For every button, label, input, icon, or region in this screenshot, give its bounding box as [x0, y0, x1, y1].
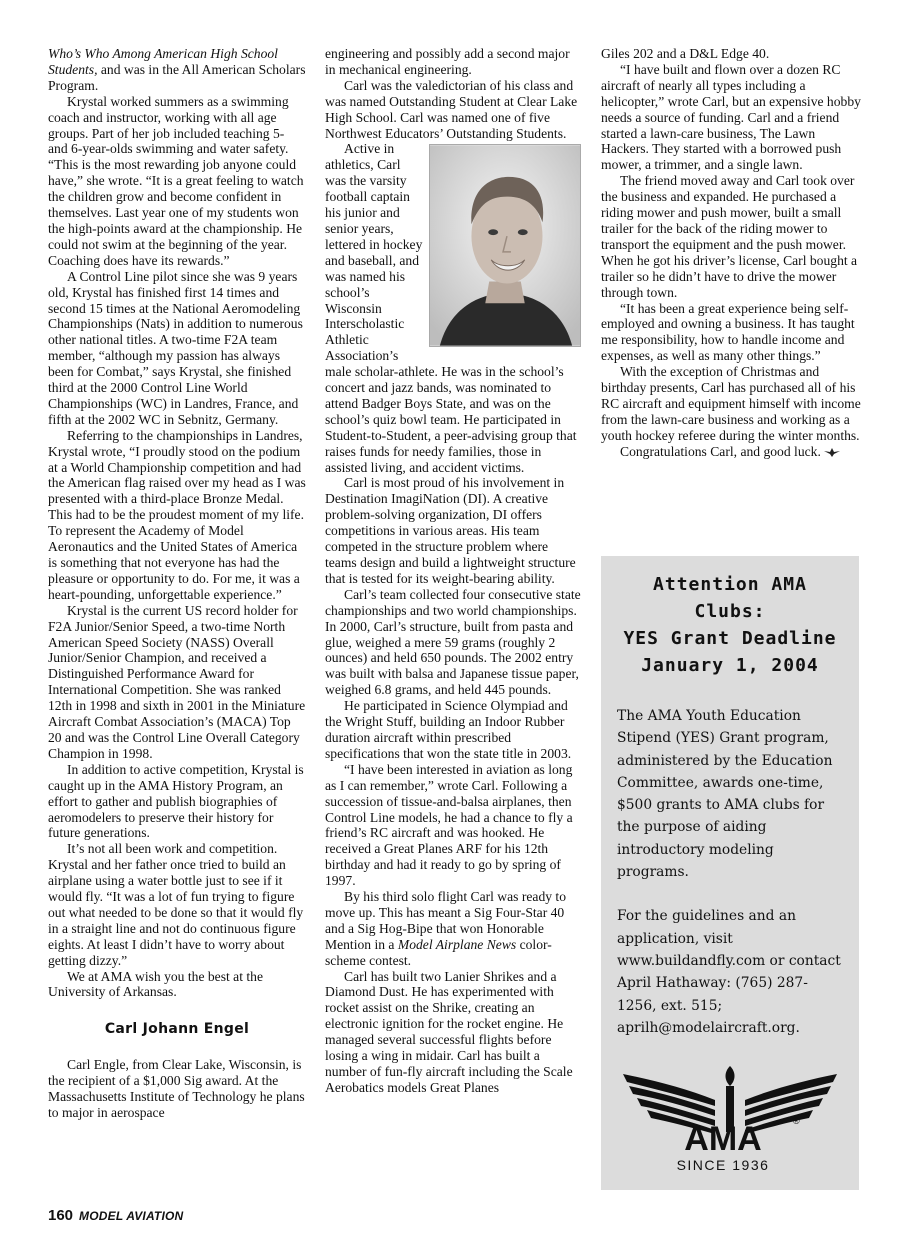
paragraph: The friend moved away and Carl took over the business and expanded. He purchased a riding mower and push mower, built a small trailer for the back of the riding mower to transport the equipment and the push mower. When he got his driver’s license, Carl bought a trailer so he didn’t have to drive the mower through town.: [601, 173, 858, 300]
student-portrait-photo: [429, 144, 581, 347]
sidebar-title: Attention AMA Clubs: YES Grant Deadline January 1, 2004: [623, 574, 837, 676]
ama-end-mark-icon: [824, 448, 840, 457]
paragraph: It’s not all been work and competition. Krystal and her father once tried to build an airplane using a water bottle just to see if it would fly. “It was a lot of fun trying to figure out what needed to be done so that it would fly in a straight line and not do continuous figure eights. At least I didn’t have to worry about getting dizzy.”: [48, 841, 304, 968]
paragraph: A Control Line pilot since she was 9 years old, Krystal has finished first 14 times and second 15 times at the National Aeromodeling Championships (Nats) in addition to numerous other national titles. A two-time F2A team member, “although my passion has always been for Combat,” says Krystal, she finished third at the 2000 Control Line World Championships (WC) in Landres, France, and fifth at the 2002 WC in Sebnitz, Germany.: [48, 268, 303, 427]
paragraph: Carl Engle, from Clear Lake, Wisconsin, is the recipient of a $1,000 Sig award. At the Massachusetts Institute of Technology he plans to major in aerospace: [48, 1057, 305, 1120]
paragraph: engineering and possibly add a second major in mechanical engineering.: [325, 46, 570, 77]
page-footer: [48, 1207, 183, 1225]
paragraph: “I have built and flown over a dozen RC aircraft of nearly all types including a helicopter,” wrote Carl, but an expensive hobby needs a source of funding. Carl and a friend started a lawn-care business, The Lawn Hackers. They started with a borrowed push mower, a trimmer, and a single lawn.: [601, 61, 861, 173]
paragraph: We at AMA wish you the best at the University of Arkansas.: [48, 968, 263, 1000]
portrait-illustration: [430, 145, 580, 346]
paragraph: He participated in Science Olympiad and the Wright Stuff, building an Indoor Rubber duration aircraft within prescribed specifications that won the state title in 2003.: [325, 698, 572, 761]
paragraph: Giles 202 and a D&L Edge 40.: [601, 46, 770, 61]
paragraph: “I have been interested in aviation as long as I can remember,” wrote Carl. Following a succession of tissue-and-balsa airplanes, then Control Line models, he had a chance to fly a friend’s RC aircraft and was hooked. He received a Great Planes ARF for his 12th birthday and had it ready to go by spring of 1997.: [325, 761, 573, 889]
paragraph: Who’s Who Among American High School Students, and was in the All American Scholars Program.: [48, 46, 306, 93]
paragraph: Congratulations Carl, and good luck.: [601, 444, 861, 460]
paragraph: Carl’s team collected four consecutive state championships and two world championships. In 2000, Carl’s structure, built from pasta and glue, weighed a mere 59 grams (roughly 2 ounces) and held 650 pounds. The 2002 entry was built with balsa and Japanese tissue paper, weighed 6.8 grams, and held 445 pounds.: [325, 586, 581, 698]
paragraph: Referring to the championships in Landres, Krystal wrote, “I proudly stood on the podium at a World Championship competition and had the American flag raised over my head as I was presented with a third-place Bronze Medal. This had to be the proudest moment of my life. To represent the Academy of Model Aeronautics and the United States of America is something that not everyone has had the pleasure or opportunity to do. For me, it was a heart-pounding, unforgettable experience.”: [48, 427, 306, 602]
paragraph: In addition to active competition, Krystal is caught up in the AMA History Program, an effort to gather and publish biographies of aeromodelers to preserve their history for future generations.: [48, 761, 304, 841]
paragraph: Krystal worked summers as a swimming coach and instructor, working with all age groups. Part of her job included teaching 5- and 6-year-olds swimming and water safety. “This is the most rewarding job anyone could have,” she wrote. “It is a great feeling to watch the children grow and become confident in themselves. Last year one of my students won the high-points award at the championship. He could not swim at the beginning of the year. Coaching does have its rewards.”: [48, 93, 304, 268]
magazine-name: MODEL AVIATION: [79, 1209, 184, 1223]
paragraph: Carl has built two Lanier Shrikes and a Diamond Dust. He has experimented with rocket assist on the Shrike, creating an electronic ignition for the rocket engine. He managed several successful flights before losing a wing in midair. Carl has built a number of fun-fly aircraft including the Scale Aerobatics models Great Planes: [325, 968, 573, 1095]
yes-grant-sidebar: [601, 556, 859, 1190]
article-column-2: [325, 46, 581, 1096]
sidebar-paragraph: The AMA Youth Education Stipend (YES) Grant program, administered by the Education Committee, awards one-time, $500 grants to AMA clubs for the purpose of aiding introductory modeling programs.: [617, 708, 833, 881]
paragraph: “It has been a great experience being self-employed and owning a business. It has taught me responsibility, how to handle income and expenses, as well as many other things.”: [601, 300, 855, 364]
logo-tagline: SINCE 1936: [676, 1157, 770, 1173]
logo-wordmark: AMA: [684, 1120, 762, 1158]
article-column-3: [601, 46, 861, 460]
article-column-1: [48, 46, 306, 1121]
paragraph: Carl is most proud of his involvement in Destination ImagiNation (DI). A creative problem-solving organization, DI offers competitions in various areas. His team competed in the structure problem where teams design and build a lightweight structure that is tested for its weight-bearing ability.: [325, 475, 576, 586]
sidebar-body: [617, 705, 843, 1039]
registered-mark: ®: [793, 1116, 800, 1126]
paragraph: Krystal is the current US record holder for F2A Junior/Senior Speed, a two-time North American Speed Society (NASS) Overall Junior/Senior Champion, and received a Distinguished Performance Award for International Competition. She was ranked 12th in 1998 and sixth in 2001 in the Miniature Aircraft Combat Association’s (MACA) Top 20 and was the Control Line Overall Category Champion in 1998.: [48, 602, 306, 761]
paragraph: By his third solo flight Carl was ready to move up. This has meant a Sig Four-Star 40 and a Sig Hog-Bipe that won Honorable Mention in a Model Airplane News color-scheme contest.: [325, 889, 567, 968]
section-subhead: Carl Johann Engel: [104, 1021, 250, 1038]
paragraph: Carl was the valedictorian of his class and was named Outstanding Student at Clear Lake High School. Carl was named one of five Northwest Educators’ Outstanding Students.: [325, 77, 578, 141]
ama-logo: [623, 1066, 837, 1176]
page-number: 160: [48, 1207, 74, 1224]
sidebar-paragraph: For the guidelines and an application, visit www.buildandfly.com or contact April Hathaway: (765) 287-1256, ext. 515; aprilh@modelaircraft.org.: [617, 908, 841, 1036]
paragraph: Active in athletics, Carl was the varsity football captain his junior and senior years, lettered in hockey and baseball, and was named his school’s Wisconsin Interscholastic Athletic Association’s male scholar-athlete. He was in the school’s concert and jazz bands, was nominated to attend Badger Boys State, and was on the school’s quiz bowl team. He participated in Student-to-Student, a peer-advising group that raises funds for needy families, those in assisted living, and accident victims.: [325, 141, 577, 475]
paragraph: With the exception of Christmas and birthday presents, Carl has purchased all of his RC aircraft and equipment himself with income from the lawn-care business and working as a youth hockey referee during the winter months.: [601, 364, 861, 443]
